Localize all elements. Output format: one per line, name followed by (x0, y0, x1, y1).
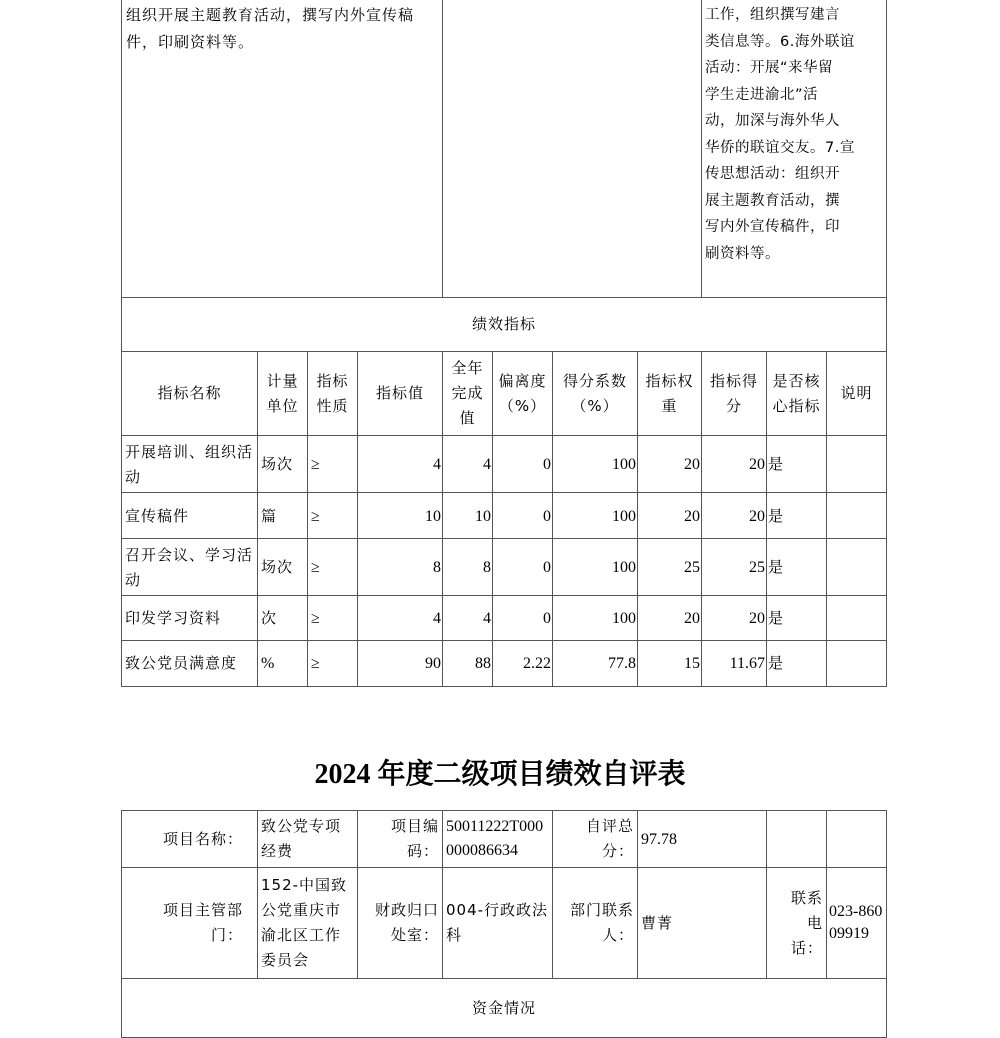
cell-actual: 8 (442, 538, 493, 597)
empty-cell-a (766, 810, 827, 868)
contact-value: 曹菁 (637, 867, 767, 979)
project-code-label: 项目编码： (357, 810, 443, 868)
cell-unit: 场次 (257, 538, 308, 597)
cell-name: 致公党员满意度 (121, 640, 258, 687)
cell-nature: ≥ (307, 640, 358, 687)
activity-detail-line: 刷资料等。 (705, 245, 780, 262)
dept-value: 152-中国致公党重庆市渝北区工作委员会 (257, 867, 358, 979)
cell-actual: 4 (442, 435, 493, 494)
project-code-value: 50011222T000000086634 (442, 810, 553, 868)
funds-section-title: 资金情况 (121, 978, 887, 1038)
phone-value: 023-86009919 (826, 867, 887, 979)
header-target: 指标值 (357, 351, 443, 436)
activity-detail-line: 写内外宣传稿件，印 (705, 219, 840, 235)
header-indicator-name: 指标名称 (121, 351, 258, 436)
cell-weight: 20 (637, 595, 702, 642)
activity-detail-line: 工作，组织撰写建言 (705, 7, 840, 23)
cell-note (826, 435, 887, 494)
cell-unit: 场次 (257, 435, 308, 494)
activity-detail-line: 动，加深与海外华人 (705, 113, 840, 129)
cell-name: 召开会议、学习活动 (121, 538, 258, 597)
cell-actual: 88 (442, 640, 493, 687)
cell-target: 90 (357, 640, 443, 687)
cell-coef: 100 (552, 435, 638, 494)
project-name-label: 项目名称： (121, 810, 258, 868)
finance-label: 财政归口处室： (357, 867, 443, 979)
cell-core: 是 (766, 492, 827, 540)
cell-weight: 15 (637, 640, 702, 687)
activity-description-text: 组织开展主题教育活动，撰写内外宣传稿件，印刷资料等。 (126, 6, 415, 51)
cell-weight: 25 (637, 538, 702, 597)
cell-score: 20 (701, 595, 767, 642)
activity-detail-line: 学生走进渝北”活 (705, 86, 819, 103)
cell-note (826, 492, 887, 540)
cell-core: 是 (766, 640, 827, 687)
header-deviation: 偏离度 （%） (492, 351, 553, 436)
cell-note (826, 640, 887, 687)
header-weight: 指标权 重 (637, 351, 702, 436)
cell-nature: ≥ (307, 595, 358, 642)
cell-weight: 20 (637, 492, 702, 540)
cell-name: 开展培训、组织活动 (121, 435, 258, 494)
activity-detail-line: 华侨的联谊交友。7.宣 (705, 139, 855, 156)
cell-score: 25 (701, 538, 767, 597)
cell-target: 8 (357, 538, 443, 597)
activity-detail-cell (701, 0, 887, 298)
cell-target: 4 (357, 435, 443, 494)
cell-target: 10 (357, 492, 443, 540)
cell-name: 印发学习资料 (121, 595, 258, 642)
cell-deviation: 0 (492, 492, 553, 540)
cell-unit: 次 (257, 595, 308, 642)
self-score-value: 97.78 (637, 810, 767, 868)
phone-label: 联系电话： (766, 867, 827, 979)
header-note: 说明 (826, 351, 887, 436)
cell-coef: 100 (552, 492, 638, 540)
cell-core: 是 (766, 595, 827, 642)
project-name-value: 致公党专项经费 (257, 810, 358, 868)
activity-detail-line: 展主题教育活动，撰 (705, 192, 840, 209)
contact-label: 部门联系人： (552, 867, 638, 979)
cell-core: 是 (766, 538, 827, 597)
cell-coef: 77.8 (552, 640, 638, 687)
header-score: 指标得 分 (701, 351, 767, 436)
header-nature: 指标 性质 (307, 351, 358, 436)
finance-value: 004-行政政法科 (442, 867, 553, 979)
header-unit: 计量 单位 (257, 351, 308, 436)
cell-name: 宣传稿件 (121, 492, 258, 540)
cell-note (826, 595, 887, 642)
activity-detail-line: 类信息等。6.海外联谊 (705, 33, 855, 50)
empty-cell-b (826, 810, 887, 868)
form-title: 2024 年度二级项目绩效自评表 (314, 759, 686, 790)
cell-score: 20 (701, 435, 767, 494)
cell-unit: % (257, 640, 308, 687)
middle-empty-cell (442, 0, 702, 298)
cell-target: 4 (357, 595, 443, 642)
cell-deviation: 0 (492, 435, 553, 494)
header-core-indicator: 是否核 心指标 (766, 351, 827, 436)
activity-detail-line: 传思想活动：组织开 (705, 166, 840, 182)
cell-nature: ≥ (307, 435, 358, 494)
cell-deviation: 0 (492, 538, 553, 597)
cell-coef: 100 (552, 595, 638, 642)
cell-note (826, 538, 887, 597)
cell-nature: ≥ (307, 538, 358, 597)
cell-nature: ≥ (307, 492, 358, 540)
dept-label: 项目主管部门： (121, 867, 258, 979)
header-score-coefficient: 得分系数 （%） (552, 351, 638, 436)
activity-description-cell (121, 0, 443, 298)
cell-unit: 篇 (257, 492, 308, 540)
cell-actual: 10 (442, 492, 493, 540)
performance-section-title: 绩效指标 (121, 297, 887, 352)
cell-score: 11.67 (701, 640, 767, 687)
cell-deviation: 2.22 (492, 640, 553, 687)
activity-detail-text (705, 2, 883, 267)
cell-actual: 4 (442, 595, 493, 642)
activity-detail-line: 活动：开展“来华留 (705, 60, 834, 76)
cell-weight: 20 (637, 435, 702, 494)
cell-core: 是 (766, 435, 827, 494)
cell-score: 20 (701, 492, 767, 540)
self-score-label: 自评总分： (552, 810, 638, 868)
cell-deviation: 0 (492, 595, 553, 642)
cell-coef: 100 (552, 538, 638, 597)
header-actual: 全年 完成 值 (442, 351, 493, 436)
